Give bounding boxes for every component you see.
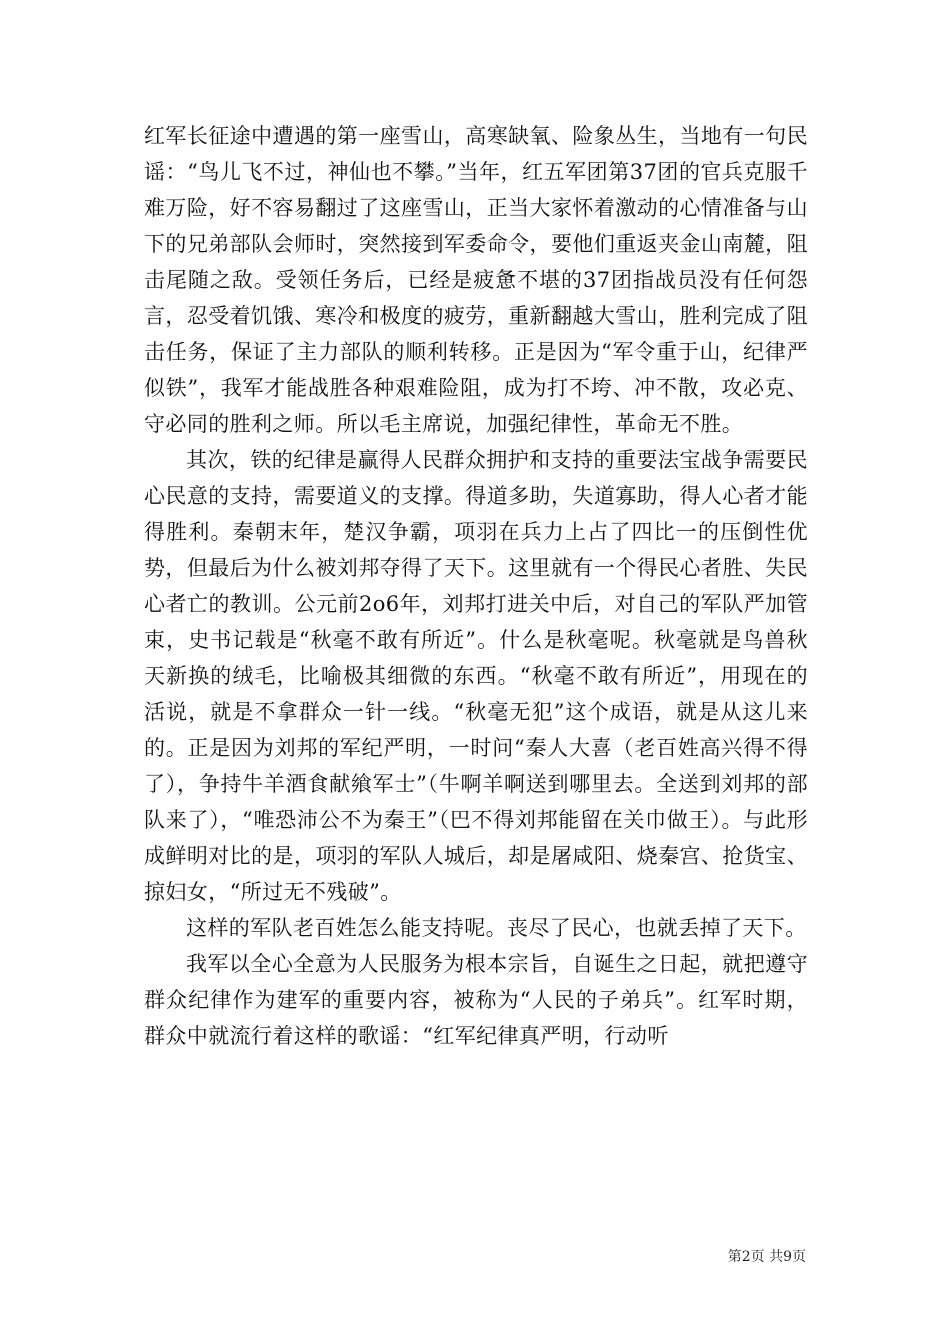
paragraph-4: 我军以全心全意为人民服务为根本宗旨，自诞生之日起，就把遵守群众纪律作为建军的重要内容，被称为“人民的子弟兵”。红军时期，群众中就流行着这样的歌谣：“红军纪律真严明，行动听	[144, 952, 808, 1048]
paragraph-2: 其次，铁的纪律是赢得人民群众拥护和支持的重要法宝战争需要民心民意的支持，需要道义的支撑。得道多助，失道寡助，得人心者才能得胜利。秦朝末年，楚汉争霸，项羽在兵力上占了四比一的压倒性优势，但最后为什么被刘邦夺得了天下。这里就有一个得民心者胜、失民心者亡的教训。公元前2o6年，刘邦打进关中后，对自己的军队严加管束，史书记载是“秋毫不敢有所近”。什么是秋毫呢。秋毫就是鸟兽秋天新换的绒毛，比喻极其细微的东西。“秋毫不敢有所近”，用现在的活说，就是不拿群众一针一线。“秋毫无犯”这个成语，就是从这儿来的。正是因为刘邦的军纪严明，一时问“秦人大喜（老百姓高兴得不得了），争持牛羊酒食献飨军士”（牛啊羊啊送到哪里去。全送到刘邦的部队来了），“唯恐沛公不为秦王”（巴不得刘邦能留在关巾做王）。与此形成鲜明对比的是，项羽的军队人城后，却是屠咸阳、烧秦宫、抢货宝、掠妇女，“所过无不残破”。	[144, 448, 808, 904]
page-number-footer: 第2页 共9页	[727, 1249, 806, 1265]
paragraph-3: 这样的军队老百姓怎么能支持呢。丧尽了民心，也就丢掉了天下。	[186, 916, 807, 940]
document-body	[144, 118, 808, 1054]
paragraph-1: 红军长征途中遭遇的第一座雪山，高寒缺氧、险象丛生，当地有一句民谣：“鸟儿飞不过，神仙也不攀。”当年，红五军团第37团的官兵克服千难万险，好不容易翻过了这座雪山，正当大家怀着激动的心情准备与山下的兄弟部队会师时，突然接到军委命令，要他们重返夹金山南麓，阻击尾随之敌。受领任务后，已经是疲惫不堪的37团指战员没有任何怨言，忍受着饥饿、寒冷和极度的疲劳，重新翻越大雪山，胜利完成了阻击任务，保证了主力部队的顺利转移。正是因为“军令重于山，纪律严似铁”，我军才能战胜各种艰难险阻，成为打不垮、冲不散，攻必克、守必同的胜利之师。所以毛主席说，加强纪律性，革命无不胜。	[144, 124, 808, 436]
